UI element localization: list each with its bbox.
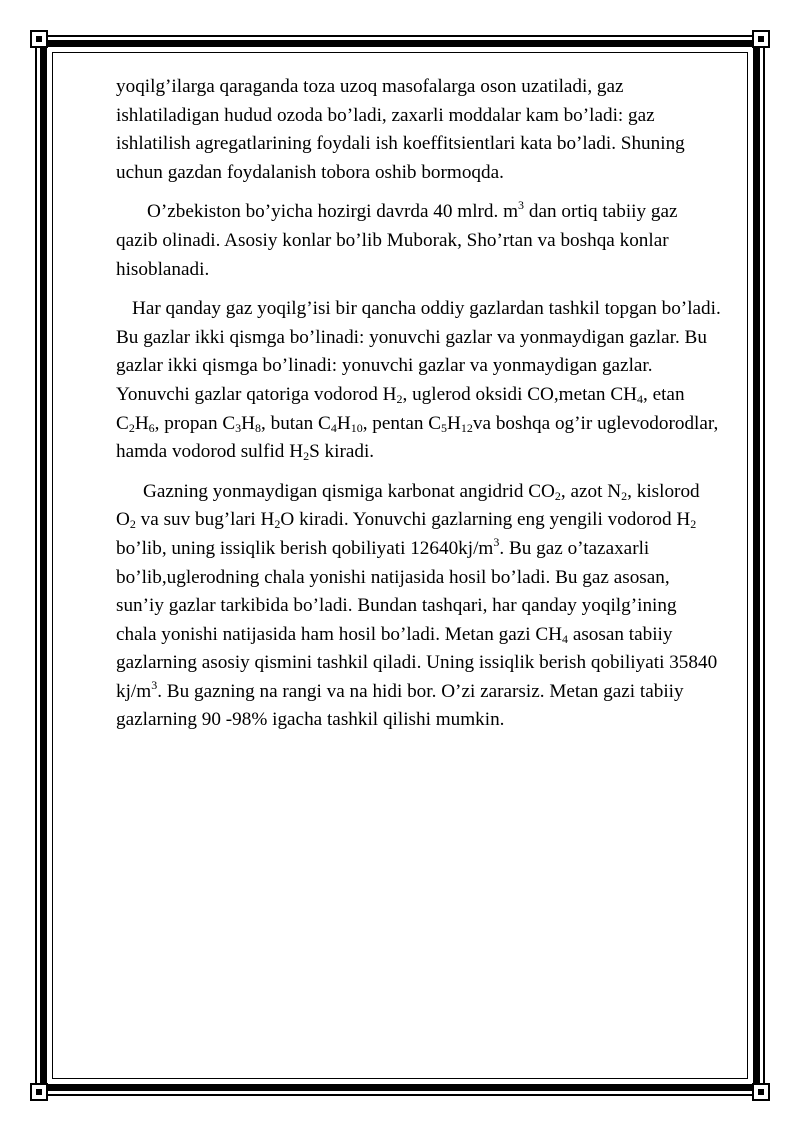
border-corner-ornament xyxy=(30,1083,48,1101)
text-run: , azot N xyxy=(560,480,622,502)
text-run: , propan C xyxy=(154,412,236,434)
text-run: H xyxy=(447,412,461,434)
text-run: va boshqa og’ir uglevodorodlar, hamda vodorod sulfid H xyxy=(116,412,719,463)
border-corner-ornament xyxy=(752,1083,770,1101)
text-run: . Bu gazning na rangi va na hidi bor. O’zi zararsiz. Metan gazi tabiiy gazlarning 90 -98% igacha tashkil qilishi mumkin. xyxy=(116,680,684,731)
text-run: , pentan C xyxy=(362,412,442,434)
text-run: , etan C xyxy=(116,383,685,434)
subscript-text: 8 xyxy=(255,420,262,435)
text-run: O kiradi. Yonuvchi gazlarning eng yengili vodorod H xyxy=(280,509,691,531)
subscript-text: 12 xyxy=(460,420,473,435)
text-run: , butan C xyxy=(261,412,331,434)
border-corner-ornament xyxy=(752,30,770,48)
subscript-text: 4 xyxy=(562,631,569,646)
subscript-text: 2 xyxy=(274,517,281,532)
paragraph-noncombustible-gases xyxy=(116,478,721,735)
subscript-text: 2 xyxy=(396,391,403,406)
superscript-text: 3 xyxy=(151,677,158,692)
text-run: asosan tabiiy gazlarning asosiy qismini tashkil qiladi. Uning issiqlik berish qobiliyati 35840 kj/m xyxy=(116,623,718,702)
subscript-text: 4 xyxy=(636,391,643,406)
border-corner-ornament xyxy=(30,30,48,48)
text-run: . Bu gaz o’tazaxarli bo’lib,uglerodning chala yonishi natijasida hosil bo’ladi. Bu gaz asosan, sun’iy gazlar tarkibida bo’ladi. Bundan tashqari, har qanday yoqilg’ining chala yonishi natijasida ham hosil bo’ladi. Metan gazi CH xyxy=(116,537,677,645)
text-run: va suv bug’lari H xyxy=(135,509,275,531)
text-run: H xyxy=(134,412,149,434)
subscript-text: 2 xyxy=(128,420,135,435)
paragraph-uzbekistan-production xyxy=(116,198,721,284)
document-body xyxy=(116,73,721,746)
subscript-text: 3 xyxy=(235,420,242,435)
paragraph-combustible-gases xyxy=(116,295,721,467)
subscript-text: 6 xyxy=(148,420,155,435)
text-run: Gazning yonmaydigan qismiga karbonat angidrid CO xyxy=(143,480,555,502)
subscript-text: 2 xyxy=(129,517,136,532)
subscript-text: 5 xyxy=(441,420,448,435)
text-run: H xyxy=(336,412,351,434)
subscript-text: 2 xyxy=(621,488,628,503)
text-run: Har qanday gaz yoqilg’isi bir qancha oddiy gazlardan tashkil topgan bo’ladi. Bu gazlar ikki qismga bo’linadi: yonuvchi gazlar va yonmaydigan gazlar. Bu gazlar ikki qismga bo’linadi: yonuvchi gazlar va yonmaydigan gazlar. Yonuvchi gazlar qatoriga vodorod H xyxy=(116,298,721,405)
text-run: O’zbekiston bo’yicha hozirgi davrda 40 mlrd. m xyxy=(147,201,519,223)
subscript-text: 4 xyxy=(330,420,337,435)
subscript-text: 2 xyxy=(554,488,561,503)
superscript-text: 3 xyxy=(518,198,525,213)
subscript-text: 2 xyxy=(303,449,310,464)
text-run: S kiradi. xyxy=(309,441,375,463)
subscript-text: 2 xyxy=(690,517,697,532)
text-run: dan ortiq tabiiy gaz qazib olinadi. Asosiy konlar bo’lib Muborak, Sho’rtan va boshqa konlar hisoblanadi. xyxy=(116,201,678,280)
text-run: , kislorod O xyxy=(116,480,700,531)
paragraph-gas-advantages xyxy=(116,73,721,187)
text-run: , uglerod oksidi CO,metan CH xyxy=(402,383,637,405)
text-run: yoqilg’ilarga qaraganda toza uzoq masofalarga oson uzatiladi, gaz ishlatiladigan hudud ozoda bo’ladi, zaxarli moddalar kam bo’ladi: gaz ishlatilish agregatlarining foydali ish koeffitsientlari kata bo’ladi. Shuning uchun gazdan foydalanish tobora oshib bormoqda. xyxy=(116,76,685,183)
superscript-text: 3 xyxy=(493,534,500,549)
text-run: H xyxy=(241,412,256,434)
text-run: bo’lib, uning issiqlik berish qobiliyati 12640kj/m xyxy=(116,537,494,559)
subscript-text: 10 xyxy=(350,420,363,435)
